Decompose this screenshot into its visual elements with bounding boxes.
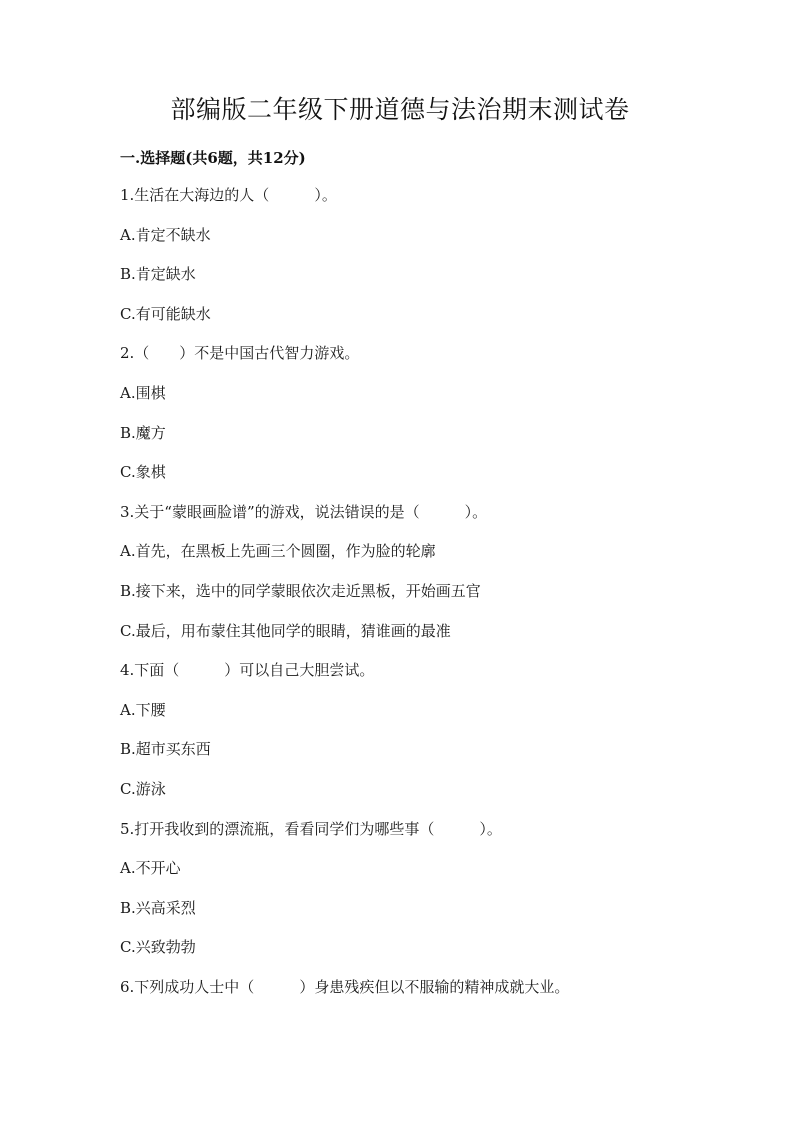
question-6-stem: 6.下列成功人士中（ ）身患残疾但以不服输的精神成就大业。 — [120, 977, 570, 996]
question-2-option-a: A.围棋 — [120, 383, 166, 402]
question-3-stem: 3.关于“蒙眼画脸谱”的游戏，说法错误的是（ ）。 — [120, 502, 488, 521]
question-2-stem: 2.（ ）不是中国古代智力游戏。 — [120, 344, 360, 363]
question-4-option-b: B.超市买东西 — [120, 740, 211, 759]
question-5-option-c: C.兴致勃勃 — [120, 938, 196, 957]
question-4-stem: 4.下面（ ）可以自己大胆尝试。 — [120, 661, 375, 680]
page-title: 部编版二年级下册道德与法治期末测试卷 — [170, 95, 630, 124]
question-3-option-b: B.接下来，选中的同学蒙眼依次走近黑板，开始画五官 — [120, 581, 481, 600]
question-2-option-c: C.象棋 — [120, 463, 166, 482]
question-1-option-c: C.有可能缺水 — [120, 304, 211, 323]
question-1-stem: 1.生活在大海边的人（ ）。 — [120, 186, 337, 204]
question-1-option-a: A.肯定不缺水 — [120, 225, 211, 244]
section-heading: 一.选择题(共6题，共12分) — [120, 149, 306, 167]
question-4-option-a: A.下腰 — [120, 700, 166, 719]
question-1-option-b: B.肯定缺水 — [120, 265, 196, 284]
question-3-option-a: A.首先，在黑板上先画三个圆圈，作为脸的轮廓 — [120, 542, 436, 561]
question-5-option-b: B.兴高采烈 — [120, 898, 196, 917]
question-3-option-c: C.最后，用布蒙住其他同学的眼睛，猜谁画的最准 — [120, 621, 451, 640]
question-list — [120, 185, 720, 1016]
question-5-stem: 5.打开我收到的漂流瓶，看看同学们为哪些事（ ）。 — [120, 819, 502, 838]
question-4-option-c: C.游泳 — [120, 779, 166, 798]
question-2-option-b: B.魔方 — [120, 423, 166, 442]
question-5-option-a: A.不开心 — [120, 859, 181, 878]
